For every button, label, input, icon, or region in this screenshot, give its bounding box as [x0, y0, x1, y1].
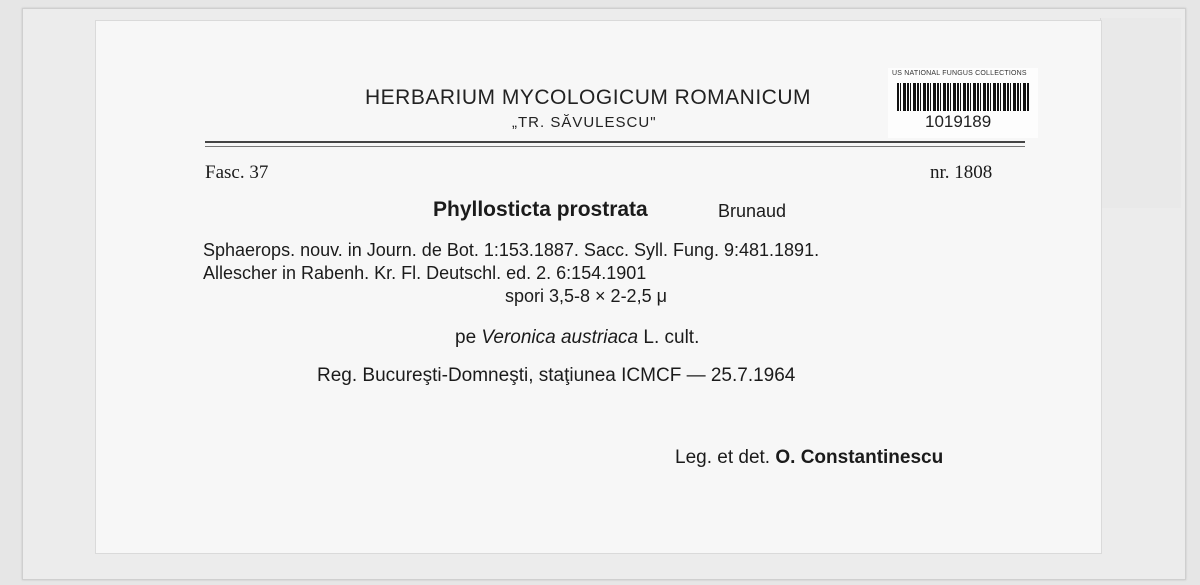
- reference-line-2: Allescher in Rabenh. Kr. Fl. Deutschl. ed. 2. 6:154.1901: [203, 263, 647, 283]
- herbarium-subtitle: „TR. SĂVULESCU": [512, 114, 657, 131]
- locality: Reg. Bucureşti-Domneşti, staţiunea ICMCF — 25.7.1964: [317, 365, 796, 386]
- header-rule-thin: [205, 146, 1025, 147]
- host-species: Veronica austriaca: [481, 327, 639, 348]
- envelope-flap: [1100, 18, 1181, 208]
- collector-prefix: Leg. et det.: [675, 447, 771, 468]
- barcode-icon: [897, 83, 1029, 111]
- fascicle: Fasc. 37: [205, 162, 269, 183]
- species-author: Brunaud: [718, 201, 787, 221]
- host-line: [455, 327, 699, 349]
- barcode-number: 1019189: [925, 112, 992, 131]
- barcode-header: US NATIONAL FUNGUS COLLECTIONS: [892, 70, 1027, 77]
- collector-line: [675, 447, 943, 469]
- host-prefix: pe: [455, 327, 477, 348]
- header-rule: [205, 141, 1025, 143]
- herbarium-title: HERBARIUM MYCOLOGICUM ROMANICUM: [365, 86, 812, 109]
- specimen-number: nr. 1808: [930, 162, 993, 183]
- host-suffix: L. cult.: [643, 327, 700, 348]
- species-name: Phyllosticta prostrata: [433, 198, 648, 221]
- collector-name: O. Constantinescu: [775, 447, 944, 468]
- spore-size: spori 3,5-8 × 2-2,5 μ: [505, 286, 667, 306]
- reference-line-1: Sphaerops. nouv. in Journ. de Bot. 1:153.1887. Sacc. Syll. Fung. 9:481.1891.: [203, 240, 820, 260]
